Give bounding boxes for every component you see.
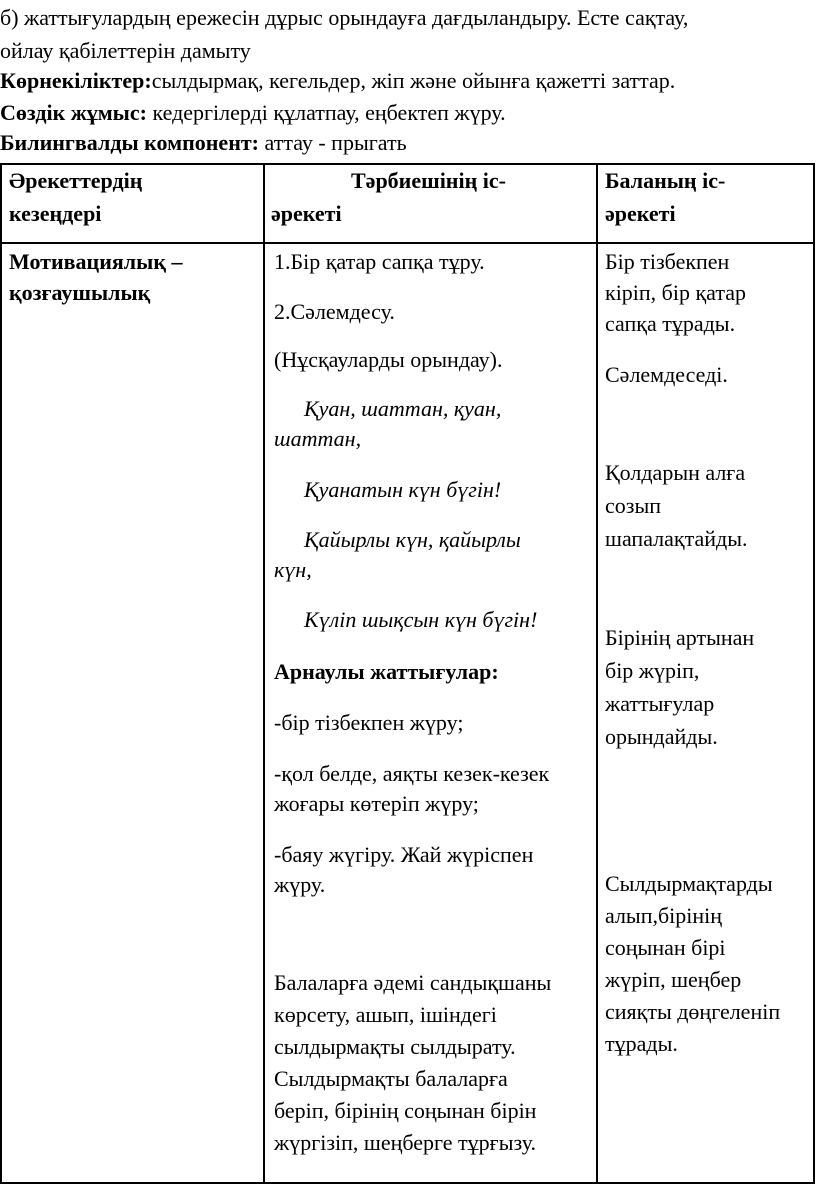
poem-line-1a: Қуан, шаттан, қуан, <box>304 396 502 421</box>
visual-aids-text: сылдырмақ, кегельдер, жіп және ойынға қажетті заттар. <box>151 68 676 93</box>
child-e-line-5: сияқты дөңгеленіп <box>605 999 781 1024</box>
poem-line-3a: Қайырлы күн, қайырлы <box>304 527 521 552</box>
child-c-line-3: шапалақтайды. <box>605 526 748 551</box>
header-child-line-1: Баланың іс- <box>605 168 726 193</box>
exercise-3b: жүру. <box>274 872 326 897</box>
child-a-line-2: кіріп, бір қатар <box>605 280 747 305</box>
teacher-final-line-4: Сылдырмақты балаларға <box>274 1066 508 1091</box>
teacher-final-line-3: сылдырмақты сылдырату. <box>274 1034 516 1059</box>
child-e-line-2: алып,бірінің <box>605 903 723 928</box>
poem-line-2: Қуанатын күн бүгін! <box>304 477 502 502</box>
child-d-line-2: бір жүріп, <box>605 658 700 683</box>
teacher-final-line-2: көрсету, ашып, ішіндегі <box>274 1002 497 1027</box>
vocabulary-text: кедергілерді құлатпау, еңбектеп жүру. <box>146 100 506 125</box>
bilingual-label: Билингвалды компонент: <box>0 130 260 155</box>
child-c-line-2: созып <box>605 493 662 518</box>
child-e-line-3: соңынан бірі <box>605 935 726 960</box>
teacher-final-line-1: Балаларға әдемі сандықшаны <box>274 970 552 995</box>
poem-line-3b: күн, <box>274 557 312 582</box>
teacher-step-2: 2.Сәлемдесу. <box>274 299 395 324</box>
header-teacher-line-2: әрекеті <box>271 201 342 226</box>
header-stages-line-1: Әрекеттердің <box>9 168 143 193</box>
child-e-line-1: Сылдырмақтарды <box>605 871 773 896</box>
table-col-divider-1 <box>263 163 265 1184</box>
child-d-line-3: жаттығулар <box>605 691 715 716</box>
child-c-line-1: Қолдарын алға <box>605 460 746 485</box>
child-e-line-4: жүріп, шеңбер <box>605 967 742 992</box>
poem-line-4: Күліп шықсын күн бүгін! <box>304 607 538 632</box>
exercise-3a: -баяу жүгіру. Жай жүріспен <box>274 842 534 867</box>
exercise-2a: -қол белде, аяқты кезек-кезек <box>274 761 550 786</box>
intro-line-2: ойлау қабілеттерін дамыту <box>0 38 251 63</box>
vocabulary-label: Сөздік жұмыс: <box>0 100 147 125</box>
activity-table <box>0 163 815 1184</box>
table-col-divider-2 <box>596 163 598 1184</box>
header-teacher-line-1: Тәрбиешінің іс- <box>351 168 506 193</box>
table-border-top <box>0 163 815 165</box>
teacher-final-line-5: беріп, бірінің соңынан бірін <box>274 1098 537 1123</box>
child-e-line-6: тұрады. <box>605 1031 678 1056</box>
bilingual-text: аттау - прыгать <box>259 130 407 155</box>
intro-line-1: б) жаттығулардың ережесін дұрыс орындауға дағдыландыру. Есте сақтау, <box>0 5 689 30</box>
child-a-line-3: сапқа тұрады. <box>605 311 736 336</box>
header-child-activity <box>605 167 810 228</box>
exercises-heading: Арнаулы жаттығулар: <box>274 659 499 684</box>
stage-line-1: Мотивациялық – <box>9 249 183 274</box>
child-d-line-4: орындайды. <box>605 724 718 749</box>
child-d-line-1: Бірінің артынан <box>605 625 755 650</box>
table-border-right <box>813 163 815 1184</box>
visual-aids-line <box>0 67 675 95</box>
stage-line-2: қозғаушылық <box>9 280 151 305</box>
header-child-line-2: әрекеті <box>605 201 676 226</box>
poem-line-1b: шаттан, <box>274 426 362 451</box>
table-border-left <box>0 163 2 1184</box>
header-teacher-activity <box>271 167 591 228</box>
exercise-2b: жоғары көтеріп жүру; <box>274 791 479 816</box>
vocabulary-line <box>0 99 506 127</box>
child-b-line-1: Сәлемдеседі. <box>605 362 728 387</box>
bilingual-line <box>0 129 407 157</box>
table-header-divider <box>0 242 815 244</box>
table-border-bottom <box>0 1182 815 1184</box>
child-a-line-1: Бір тізбекпен <box>605 249 730 274</box>
visual-aids-label: Көрнекіліктер: <box>0 68 152 93</box>
teacher-final-line-6: жүргізіп, шеңберге тұрғызу. <box>274 1130 537 1155</box>
teacher-step-3: (Нұсқауларды орындау). <box>274 347 503 372</box>
teacher-step-1: 1.Бір қатар сапқа тұру. <box>274 249 485 274</box>
header-stages-line-2: кезеңдері <box>9 201 102 226</box>
header-stages <box>9 167 259 228</box>
stage-cell <box>9 248 259 307</box>
exercise-1: -бір тізбекпен жүру; <box>274 710 464 735</box>
